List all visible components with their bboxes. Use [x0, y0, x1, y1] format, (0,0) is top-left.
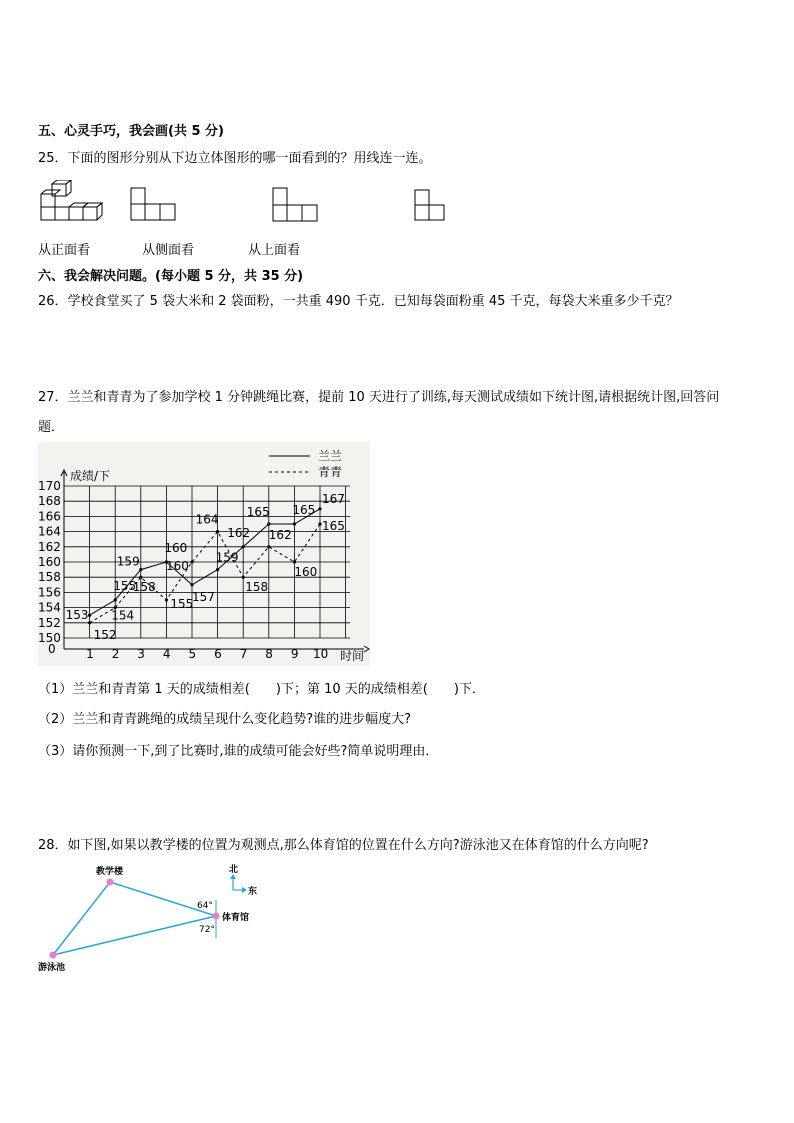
data-label: 162 [268, 527, 292, 542]
y-tick-label: 156 [38, 585, 61, 600]
data-point [293, 522, 296, 525]
teaching-building-label: 教学楼 [96, 867, 124, 877]
data-label: 155 [113, 579, 137, 593]
east-arrowhead-icon [242, 887, 247, 893]
y-axis-label: 成绩/下 [70, 469, 111, 483]
angle-64-label: 64° [197, 901, 213, 911]
x-tick-label: 7 [239, 647, 248, 661]
data-label: 164 [195, 512, 219, 527]
x-tick-label: 9 [290, 647, 299, 661]
data-label: 158 [245, 580, 269, 595]
question-28: 28．如下图,如果以教学楼的位置为观测点,那么体育馆的位置在什么方向?游泳池又在体育馆的什么方向呢? [38, 838, 649, 853]
x-axis-label: 时间 [340, 649, 365, 663]
data-label: 165 [322, 519, 345, 533]
y-tick-label: 162 [38, 539, 61, 554]
y-tick-label: 164 [38, 524, 61, 539]
data-label: 157 [192, 589, 215, 604]
legend-label-lanlan: 兰兰 [318, 449, 343, 463]
cube-figures [38, 180, 458, 225]
x-tick-label: 2 [111, 647, 120, 661]
data-label: 153 [65, 608, 89, 623]
question-27-sub1: （1）兰兰和青青第 1 天的成绩相差( )下；第 10 天的成绩相差( )下． [38, 682, 485, 697]
data-label: 159 [116, 554, 140, 569]
data-point [267, 545, 270, 548]
section5-heading: 五、心灵手巧，我会画(共 5 分) [38, 124, 224, 139]
view-label-top: 从上面看 [248, 243, 301, 258]
data-label: 162 [227, 525, 251, 540]
data-point [190, 583, 193, 586]
data-point [216, 568, 219, 571]
data-label: 155 [170, 597, 194, 611]
data-label: 165 [246, 505, 270, 519]
data-point [216, 530, 219, 533]
y-tick-label: 154 [38, 600, 61, 615]
question-27-line2: 题． [38, 420, 65, 435]
x-tick-label: 5 [188, 647, 197, 661]
gym-label: 体育馆 [222, 913, 250, 923]
y-tick-label: 150 [38, 631, 61, 645]
gym-point [213, 913, 220, 920]
direction-map [36, 860, 276, 978]
section6-heading: 六、我会解决问题。(每小题 5 分，共 35 分) [38, 269, 304, 284]
x-tick-label: 4 [162, 647, 171, 661]
x-tick-label: 6 [214, 647, 222, 661]
pool-point [50, 952, 57, 959]
line-pool-gym [53, 916, 216, 955]
data-label: 160 [164, 541, 188, 555]
y-tick-label: 152 [38, 615, 61, 630]
y-tick-label: 166 [38, 509, 61, 524]
data-label: 152 [93, 627, 117, 642]
data-point [165, 598, 168, 601]
x-tick-label: 3 [137, 647, 145, 661]
pool-label: 游泳池 [38, 963, 66, 973]
x-tick-label: 8 [265, 647, 273, 661]
data-point [114, 598, 117, 601]
data-label: 158 [132, 580, 156, 595]
data-point [190, 560, 193, 563]
x-tick-label: 10 [313, 647, 329, 661]
view-label-front: 从正面看 [38, 243, 91, 258]
view-figure-3 [415, 190, 444, 220]
data-label: 165 [292, 503, 316, 517]
data-label: 160 [294, 565, 318, 579]
view-figure-2 [273, 188, 317, 221]
view-figure-1 [131, 188, 175, 220]
y-tick-label: 160 [38, 555, 61, 569]
data-label: 154 [111, 608, 135, 623]
y-tick-label: 158 [38, 570, 61, 585]
solid-figure [41, 180, 102, 220]
y-tick-label: 0 [48, 642, 56, 656]
data-point [293, 560, 296, 563]
data-label: 159 [215, 550, 239, 565]
data-label: 160 [166, 559, 189, 573]
data-point [267, 522, 270, 525]
y-tick-label: 170 [38, 479, 61, 493]
x-tick-label: 1 [86, 647, 94, 661]
question-25: 25．下面的图形分别从下边立体图形的哪一面看到的？用线连一连。 [38, 151, 432, 166]
teaching-building-point [107, 879, 114, 886]
question-27-line1: 27．兰兰和青青为了参加学校 1 分钟跳绳比赛，提前 10 天进行了训练,每天测试成绩如下统计图,请根据统计图,回答问 [38, 390, 720, 405]
data-label: 167 [322, 491, 345, 506]
question-27-sub3: （3）请你预测一下,到了比赛时,谁的成绩可能会好些?简单说明理由． [38, 744, 439, 759]
compass-north-label: 北 [229, 865, 239, 875]
data-point [318, 507, 321, 510]
line-chart [38, 442, 370, 666]
data-point [242, 545, 245, 548]
view-label-side: 从侧面看 [142, 243, 195, 258]
data-point [139, 576, 142, 579]
question-27-sub2: （2）兰兰和青青跳绳的成绩呈现什么变化趋势?谁的进步幅度大? [38, 712, 412, 727]
y-tick-label: 168 [38, 494, 61, 509]
legend-label-qingqing: 青青 [318, 465, 343, 479]
question-26: 26．学校食堂买了 5 袋大米和 2 袋面粉，一共重 490 千克．已知每袋面粉重 45 千克，每袋大米重多少千克？ [38, 294, 679, 309]
angle-72-label: 72° [199, 925, 215, 935]
compass-east-label: 东 [248, 887, 258, 897]
data-point [242, 576, 245, 579]
